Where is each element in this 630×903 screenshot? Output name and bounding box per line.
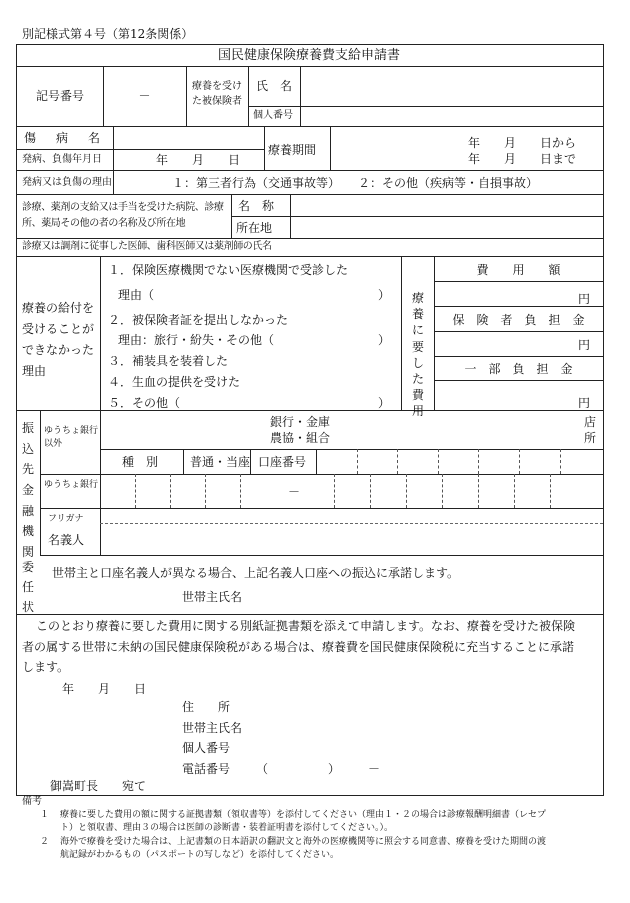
yucho-account-field[interactable] — [102, 476, 600, 507]
cost-side-label: 療養に要した費用 — [411, 291, 424, 419]
reason-1[interactable]: １．保険医療機関でない医療機関で受診した — [108, 263, 349, 277]
copay-label: 一 部 負 担 金 — [464, 362, 573, 376]
injury-reason-label: 発病又は負傷の理由 — [22, 177, 112, 188]
onset-date[interactable]: 年 月 日 — [156, 153, 241, 167]
reason-5-close-paren: ） — [378, 396, 391, 410]
mayor-address: 御嵩町長 宛て — [50, 779, 147, 793]
delegation-head-label: 世帯主氏名 — [182, 590, 243, 604]
reason-2-detail-label: 理由：旅行・紛失・その他（ — [118, 333, 275, 347]
code-number-label: 記号番号 — [36, 89, 85, 103]
reason-3[interactable]: ３．補装具を装着した — [108, 354, 229, 368]
treatment-period-label: 療養期間 — [268, 143, 317, 157]
bank-types-2: 農協・組合 — [270, 431, 331, 445]
reason-5[interactable]: ５．その他（ — [108, 396, 181, 410]
name-label: 氏 名 — [256, 79, 293, 93]
branch-label-2: 所 — [584, 431, 597, 445]
reason-1-detail-label: 理由（ — [118, 288, 155, 302]
reason-4[interactable]: ４．生血の提供を受けた — [108, 375, 241, 389]
period-to[interactable]: 年 月 日まで — [468, 152, 577, 166]
delegation-head-field[interactable] — [250, 586, 590, 606]
provider-address-label: 所在地 — [236, 221, 273, 235]
period-from[interactable]: 年 月 日から — [468, 136, 577, 150]
illness-name-field[interactable] — [115, 128, 262, 148]
account-type-label: 種 別 — [122, 455, 159, 469]
branch-label: 店 — [584, 415, 597, 429]
furigana-label: フリガナ — [48, 514, 84, 524]
account-type-options[interactable]: 普通・当座 — [190, 455, 251, 469]
reason-2-close-paren: ） — [378, 333, 391, 347]
bank-name-field[interactable] — [102, 412, 600, 448]
declaration-line-2: 者の属する世帯に未納の国民健康保険税がある場合は、療養費を国民健康保険税に充当することに承諾 — [22, 640, 575, 654]
account-number-field[interactable] — [318, 451, 602, 473]
practitioner-label: 診療又は調剤に従事した医師、歯科医師又は薬剤師の氏名 — [22, 241, 272, 252]
illness-name-label: 傷 病 名 — [24, 131, 105, 145]
applicant-phone-paren[interactable]: （ ） — [256, 762, 341, 776]
account-holder-field[interactable] — [102, 525, 600, 554]
copay-yen[interactable]: 円 — [578, 396, 591, 410]
applicant-head-label: 世帯主氏名 — [182, 721, 243, 735]
note-2-line-1: 海外で療養を受けた場合は、上記書類の日本語訳の翻訳文と海外の医療機関等に照会する同意書、療養を受けた期間の渡 — [60, 837, 547, 847]
note-1-line-1: 療養に要した費用の額に関する証拠書類（領収書等）を添付してください（理由１・２の場合は診療報酬明細書（レセプ — [60, 810, 547, 820]
applicant-address-label: 住 所 — [182, 700, 231, 714]
recipient-label: 療養を受けた被保険者 — [192, 81, 242, 107]
provider-name-label: 名 称 — [238, 199, 275, 213]
furigana-field[interactable] — [102, 510, 600, 522]
note-1-line-2: ト）と領収書、理由３の場合は医師の診断書・装着証明書を添付してください。）。 — [60, 823, 394, 833]
injury-reason-options[interactable]: １：第三者行為（交通事故等） ２：その他（疾病等・自損事故） — [172, 176, 539, 190]
insurer-share-label: 保 険 者 負 担 金 — [452, 313, 585, 327]
personal-number-label: 個人番号 — [253, 110, 293, 121]
insurer-share-yen[interactable]: 円 — [578, 338, 591, 352]
reason-1-close-paren: ） — [378, 288, 391, 302]
provider-name-field[interactable] — [292, 196, 600, 215]
non-yucho-label: ゆうちょ銀行以外 — [44, 426, 99, 450]
application-date[interactable]: 年 月 日 — [62, 682, 147, 696]
delegation-text: 世帯主と口座名義人が異なる場合、上記名義人口座への振込に承諾します。 — [52, 566, 460, 580]
total-cost-yen[interactable]: 円 — [578, 292, 591, 306]
yucho-dash: － — [288, 485, 301, 499]
notes-title: 備考 — [22, 796, 42, 807]
reason-2[interactable]: ２．被保険者証を提出しなかった — [108, 313, 289, 327]
form-title: 国民健康保険療養費支給申請書 — [217, 48, 400, 63]
declaration-line-3: します。 — [22, 660, 70, 674]
onset-date-label: 発病、負傷年月日 — [22, 154, 102, 165]
form-number: 別記様式第４号（第12条関係） — [22, 27, 194, 41]
code-number-dash: － — [138, 89, 151, 103]
applicant-personal-number-label: 個人番号 — [182, 741, 231, 755]
reasons-label: 療養の給付を受けることができなかった理由 — [22, 301, 95, 378]
note-2-line-2: 航記録がわかるもの（パスポートの写しなど）を添付してください。 — [60, 850, 340, 860]
account-number-label: 口座番号 — [258, 455, 307, 469]
note-1-number: １ — [40, 810, 50, 820]
applicant-phone-label: 電話番号 — [182, 762, 231, 776]
personal-number-field[interactable] — [302, 108, 600, 125]
bank-types: 銀行・金庫 — [270, 415, 331, 429]
yucho-label: ゆうちょ銀行 — [44, 480, 99, 490]
applicant-phone-dash: － — [368, 762, 381, 776]
declaration-line-1: このとおり療養に要した費用に関する別紙証拠書類を添えて申請します。なお、療養を受けた被保険 — [36, 619, 576, 633]
account-holder-label: 名義人 — [48, 533, 85, 547]
delegation-side-label: 委任状 — [21, 560, 34, 614]
provider-label: 診療、薬剤の支給又は手当を受けた病院、診療所、薬局その他の者の名称及び所在地 — [22, 202, 224, 229]
total-cost-label: 費 用 額 — [476, 263, 561, 277]
note-2-number: ２ — [40, 837, 50, 847]
bank-side-label: 振込先金融機関 — [21, 421, 34, 559]
provider-address-field[interactable] — [292, 218, 600, 237]
insured-name-field[interactable] — [302, 70, 600, 104]
